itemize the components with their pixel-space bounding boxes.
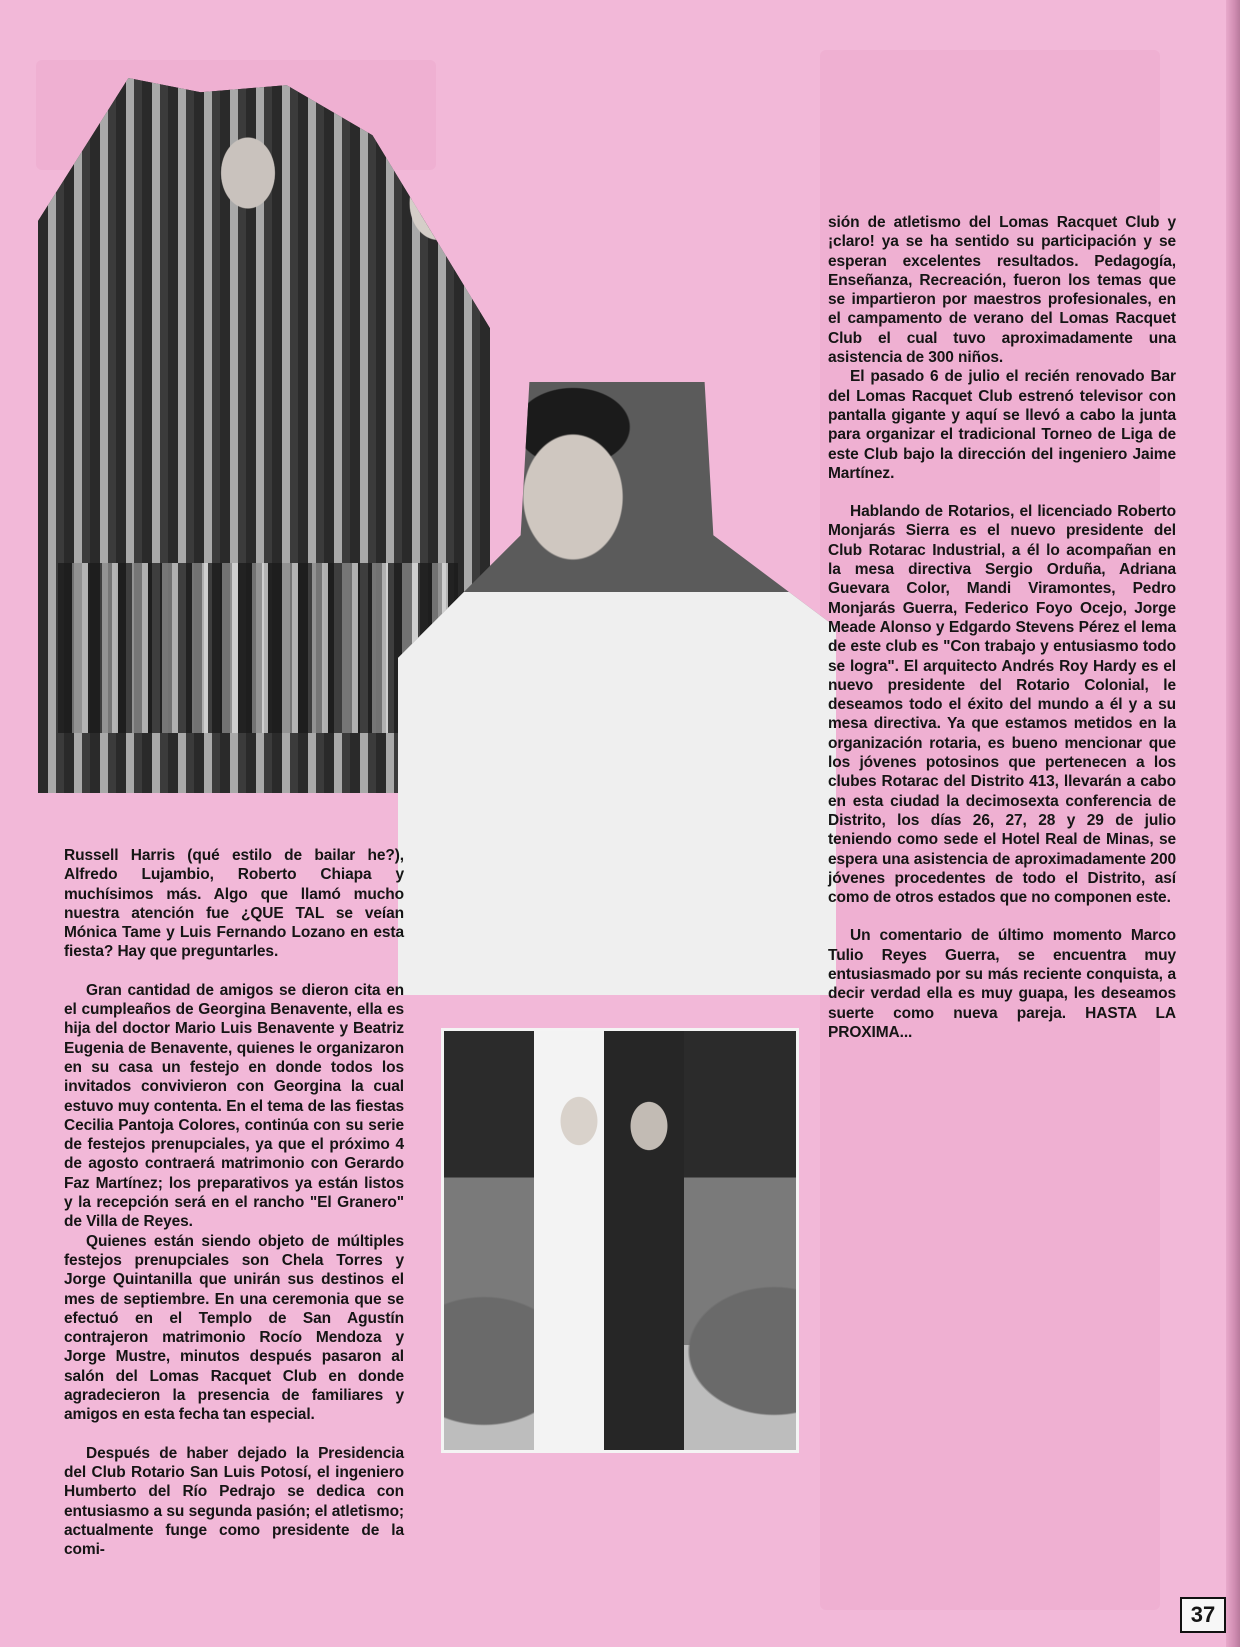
paragraph: El pasado 6 de julio el recién renovado Bar del Lomas Racquet Club estrenó televisor con pantalla gigante y aquí se llevó a cabo la junta para organizar el tradicional Torneo de Liga de este Club bajo la dirección del ingeniero Jaime Martínez. <box>828 368 1176 482</box>
paragraph: sión de atletismo del Lomas Racquet Club y ¡claro! ya se ha sentido su participación y se esperan excelentes resultados. Pedagogía, Enseñanza, Recreación, fueron los temas que se impartieron por maestros profesionales, en el campamento de verano del Lomas Racquet Club el cual tuvo aproximadamente una asistencia de 300 niños. <box>828 214 1176 367</box>
paragraph: Quienes están siendo objeto de múltiples festejos prenupciales son Chela Torres y Jorge Quintanilla que unirán sus destinos el mes de septiembre. En una ceremonia que se efectuó en el Templo de San Agustín contrajeron matrimonio Rocío Mendoza y Jorge Mustre, minutos después pasaron al salón del Lomas Racquet Club en donde agradecieron la presencia de familiares y amigos en esta fecha tan especial. <box>64 1232 404 1424</box>
paragraph: Después de haber dejado la Presidencia del Club Rotario San Luis Potosí, el ingeniero Humberto del Río Pedrajo se dedica con entusiasmo a su segunda pasión; el atletismo; actualmente funge como presidente de la comi- <box>64 1444 404 1559</box>
page-number: 37 <box>1180 1597 1226 1633</box>
left-column <box>64 846 404 1559</box>
paragraph: Un comentario de último momento Marco Tulio Reyes Guerra, se encuentra muy entusiasmado por su más reciente conquista, a decir verdad ella es muy guapa, les deseamos suerte como nueva pareja. HASTA LA PROXIMA... <box>828 927 1176 1041</box>
paragraph: Russell Harris (qué estilo de bailar he?), Alfredo Lujambio, Roberto Chiapa y muchísimos más. Algo que llamó mucho nuestra atención fue ¿QUE TAL se veían Mónica Tame y Luis Fernando Lozano en esta fiesta? Hay que preguntarles. <box>64 847 404 961</box>
right-column <box>828 213 1176 1042</box>
page-edge <box>1226 0 1240 1647</box>
photo-wedding-couple <box>441 1028 799 1453</box>
paragraph: Gran cantidad de amigos se dieron cita en el cumpleaños de Georgina Benavente, ella es hija del doctor Mario Luis Benavente y Beatriz Eugenia de Benavente, quienes le organizaron en su casa un festejo en donde todos los invitados convivieron con Georgina la cual estuvo muy contenta. En el tema de las fiestas Cecilia Pantoja Colores, continúa con su serie de festejos prenupciales, ya que el próximo 4 de agosto contraerá matrimonio con Gerardo Faz Martínez; los preparativos ya están listos y la recepción será en el rancho "El Granero" de Villa de Reyes. <box>64 981 404 1231</box>
paragraph: Hablando de Rotarios, el licenciado Roberto Monjarás Sierra es el nuevo presidente del Club Rotarac Industrial, a él lo acompañan en la mesa directiva Sergio Orduña, Adriana Guevara Color, Mandi Viramontes, Pedro Monjarás Guerra, Federico Foyo Ocejo, Jorge Meade Alonso y Edgardo Stevens Pérez el lema de este club es "Con trabajo y entusiasmo todo se logra". El arquitecto Andrés Roy Hardy es el nuevo presidente del Rotario Colonial, le deseamos todo el éxito del mundo a él y a su mesa directiva. Ya que estamos metidos en la organización rotaria, es bueno mencionar que los jóvenes potosinos que pertenecen a los clubes Rotarac del Distrito 413, llevarán a cabo en esta ciudad la decimosexta conferencia de Distrito, los días 26, 27, 28 y 29 de julio teniendo como sede el Hotel Real de Minas, se espera una asistencia de aproximadamente 200 jóvenes procedentes de todo el Distrito, así como de otros estados que no componen este. <box>828 503 1176 907</box>
